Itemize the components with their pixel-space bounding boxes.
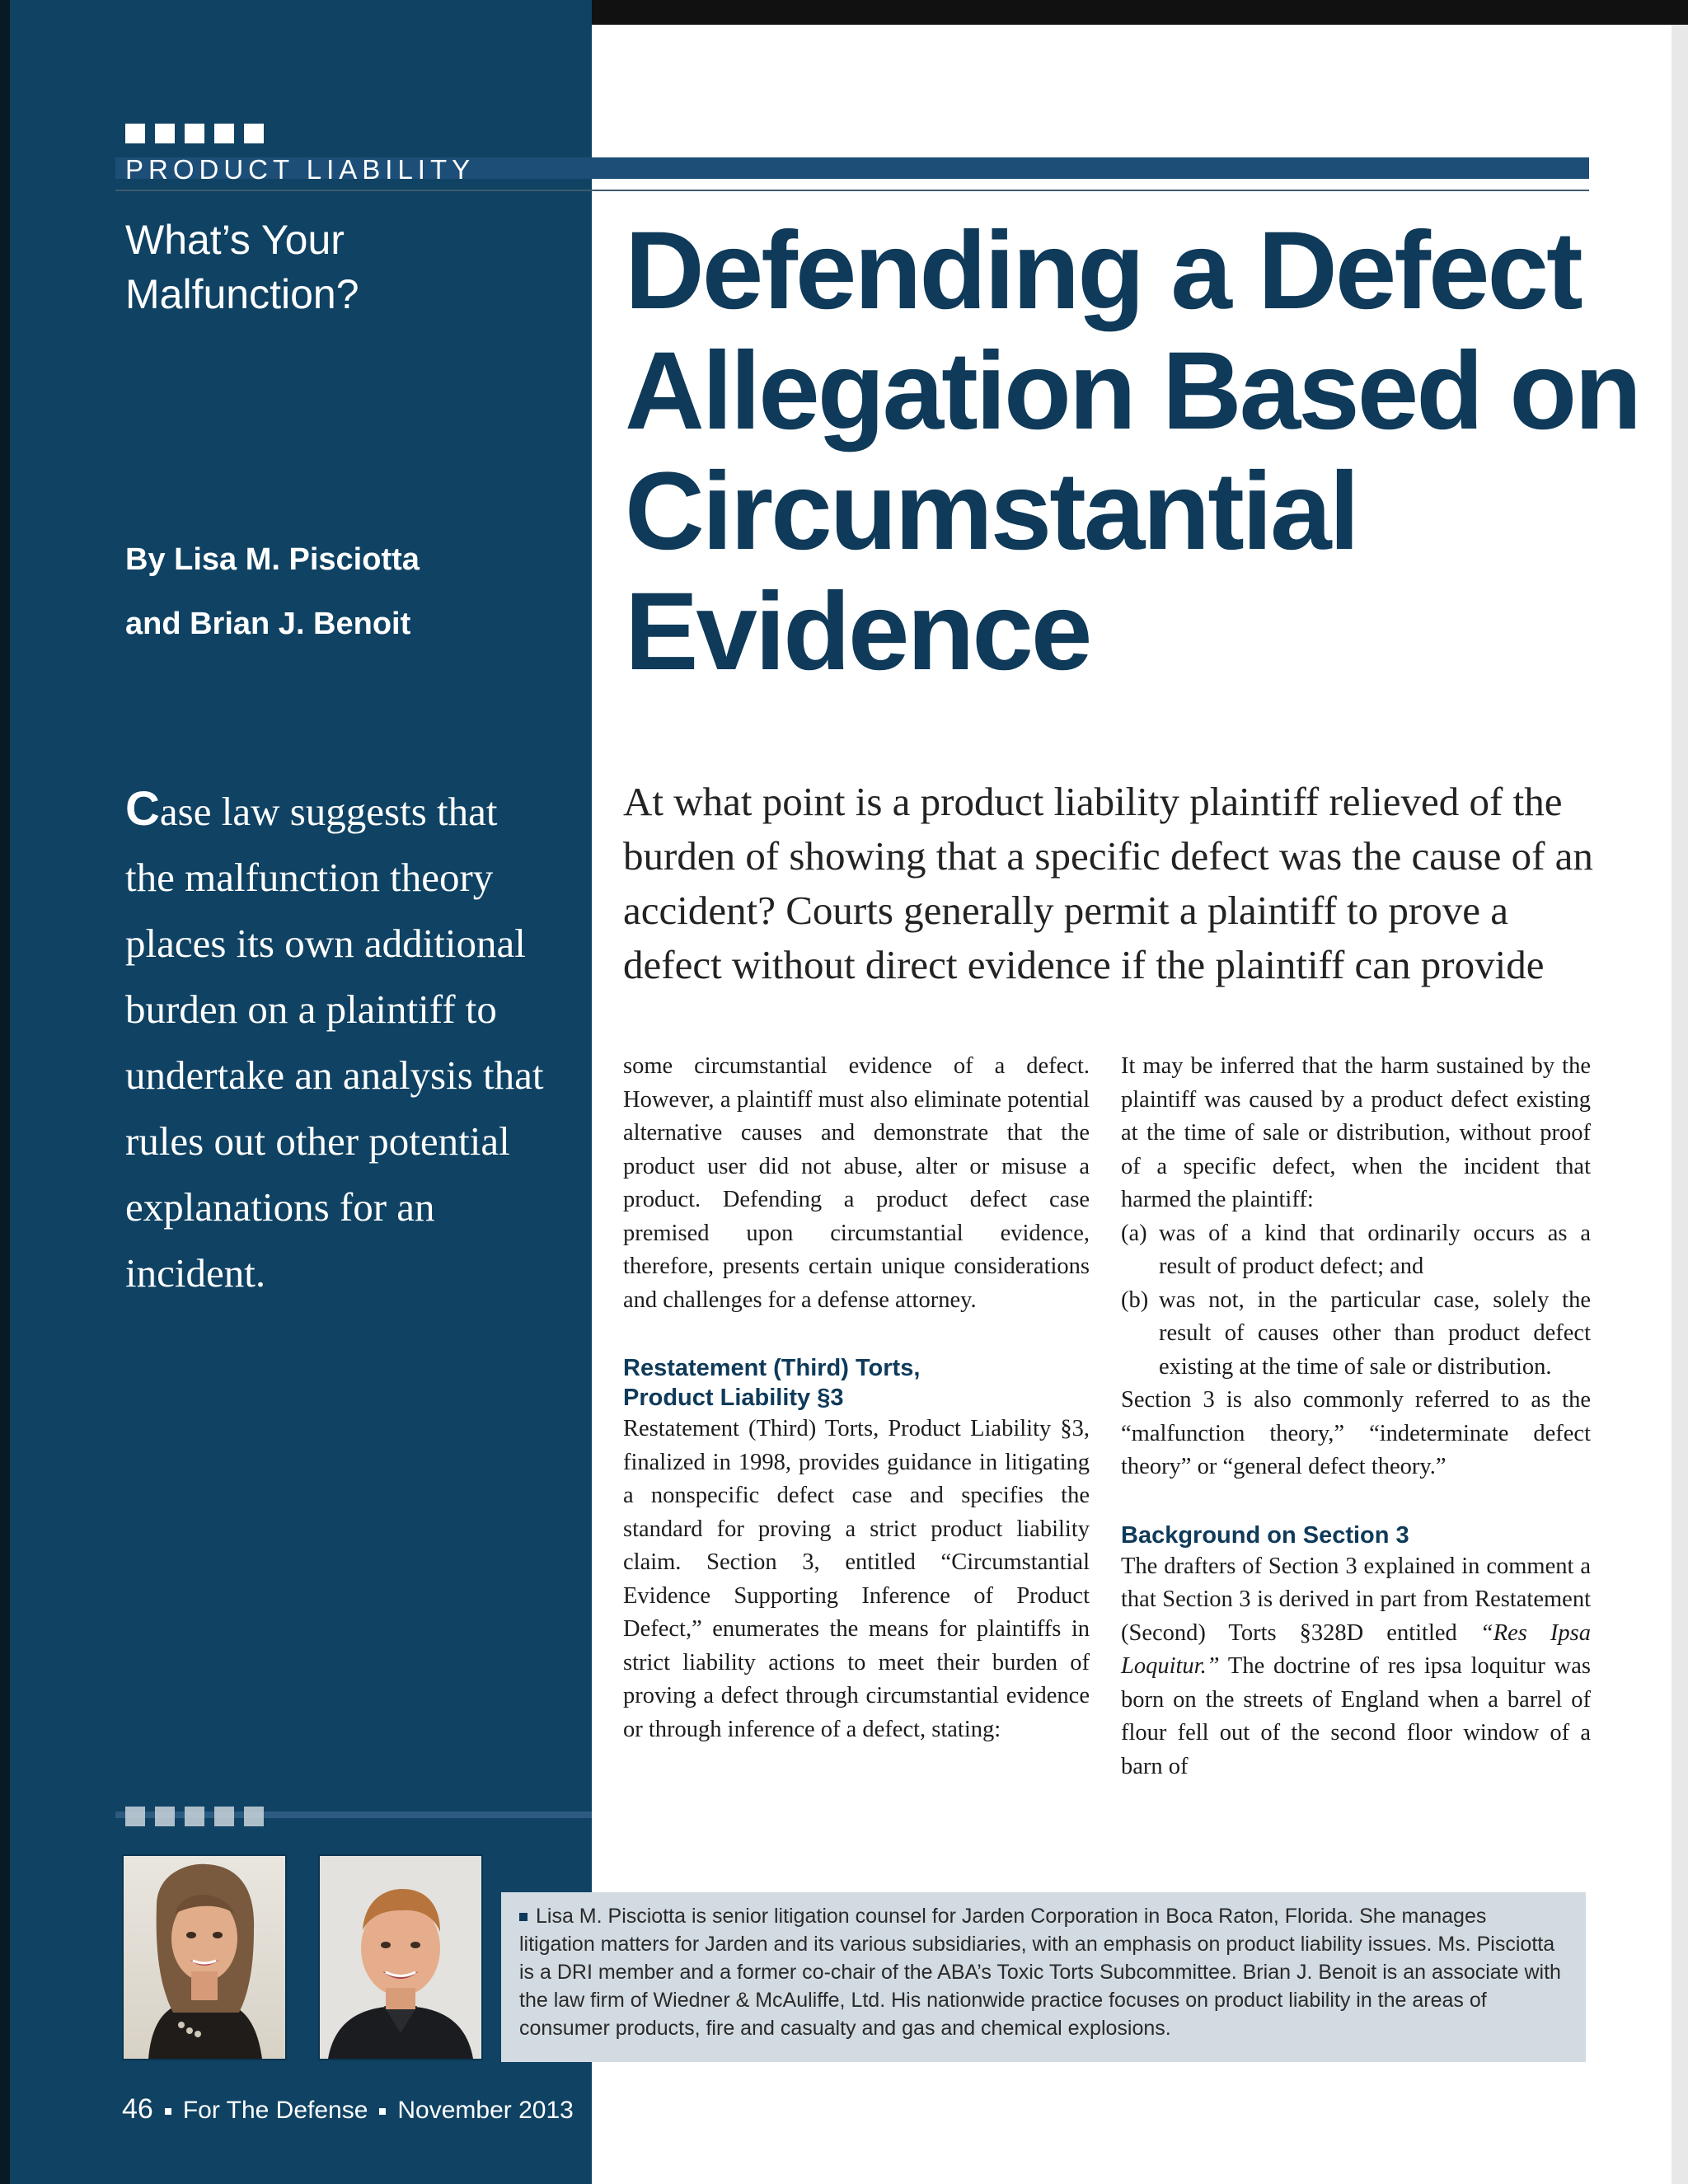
bullet-icon (379, 2108, 386, 2115)
square-icon (185, 124, 204, 143)
left-page-edge (0, 0, 10, 2184)
article-title: Defending a Defect Allegation Based on Circumstantial Evidence (625, 209, 1640, 693)
top-scan-edge (592, 0, 1688, 25)
case-name: “Res Ipsa Loquitur.” (1121, 1619, 1591, 1679)
author-photo-benoit (318, 1854, 483, 2060)
author-bio-text: Lisa M. Pisciotta is senior litigation counsel for Jarden Corporation in Boca Raton, Florida. She manages litigation matters for Jarden and its various subsidiaries, with an emphasis on product liability issues. Ms. Pisciotta is a DRI member and a former co-chair of the ABA’s Toxic Torts Subcommittee. Brian J. Benoit is an associate with the law firm of Wiedner & McAuliffe, Ltd. His nationwide practice focuses on product liability in the areas of consumer products, fire and casualty and gas and chemical explosions. (519, 1905, 1561, 2040)
section-squares (125, 124, 264, 143)
list-text: was of a kind that ordinarily occurs as a result of product defect; and (1159, 1220, 1591, 1279)
section-label: PRODUCT LIABILITY (125, 154, 476, 185)
paragraph: Restatement (Third) Torts, Product Liability §3, finalized in 1998, provides guidance in litigating a nonspecific defect case and specifies the standard for proving a strict product liability claim. Section 3, entitled “Circumstantial Evidence Supporting Inference of Product Defect,” enumerates the means for plaintiffs in strict liability actions to meet their burden of proving a defect through circumstantial evidence or through inference of a defect, stating: (623, 1416, 1090, 1742)
square-icon (125, 124, 145, 143)
right-scan-edge (1672, 25, 1688, 2184)
paragraph: It may be inferred that the harm sustained by the plaintiff was caused by a product defect existing at the time of sale or distribution, without proof of a specific defect, when the incident that harmed the plaintiff: (1121, 1053, 1591, 1212)
article-deck: At what point is a product liability plaintiff relieved of the burden of showing that a specific defect was the cause of an accident? Courts generally permit a plaintiff to prove a defect without direct evidence if the plaintiff can provide (623, 779, 1593, 987)
portrait-man-icon (320, 1856, 481, 2059)
bullet-icon (519, 1913, 528, 1921)
paragraph: some circumstantial evidence of a defect. However, a plaintiff must also eliminate potential alternative causes and demonstrate that the product user did not abuse, alter or misuse a product. Defending a product defect case premised upon circumstantial evidence, therefore, presents certain unique considerations and challenges for a defense attorney. (623, 1053, 1090, 1313)
heading-line: Restatement (Third) Torts, (623, 1355, 921, 1381)
section-heading-restatement (623, 1353, 1090, 1413)
square-icon (214, 1807, 234, 1826)
sidebar-bottom-squares (125, 1807, 264, 1826)
square-icon (244, 124, 264, 143)
heading-line: Product Liability §3 (623, 1385, 844, 1411)
square-icon (155, 1807, 175, 1826)
pull-quote-text: ase law suggests that the malfunction theory places its own additional burden on a plaintiff to undertake an analysis that rules out other potential explanations for an incident. (125, 789, 544, 1296)
square-icon (244, 1807, 264, 1826)
body-column-left (623, 1050, 1090, 1746)
section-rule-thin (115, 190, 1589, 191)
pull-quote-drop-cap: C (125, 782, 160, 836)
byline-author-1: By Lisa M. Pisciotta (125, 542, 420, 577)
paragraph: Section 3 is also commonly referred to as the “malfunction theory,” “indeterminate defect theory” or “general defect theory.” (1121, 1387, 1591, 1479)
paragraph (1121, 1550, 1591, 1784)
kicker: What’s Your Malfunction? (125, 217, 359, 317)
list-text: was not, in the particular case, solely the result of causes other than product defect existing at the time of sale or distribution. (1159, 1286, 1591, 1380)
square-icon (214, 124, 234, 143)
list-item (1121, 1217, 1591, 1284)
author-bio-box (501, 1892, 1586, 2062)
square-icon (125, 1807, 145, 1826)
pull-quote (125, 776, 554, 1306)
byline-author-2: and Brian J. Benoit (125, 607, 411, 641)
list-label: (a) (1121, 1220, 1147, 1246)
body-column-right (1121, 1050, 1591, 1783)
text-run: The drafters of Section 3 explained in comment a that Section 3 is derived in part from Restatement (Second) Torts §328D entitled (1121, 1553, 1591, 1646)
list-item (1121, 1284, 1591, 1385)
square-icon (185, 1807, 204, 1826)
section-heading-background: Background on Section 3 (1121, 1521, 1409, 1549)
issue-date: November 2013 (397, 2097, 574, 2124)
page-number: 46 (122, 2093, 153, 2125)
portrait-woman-icon (124, 1856, 285, 2059)
list-label: (b) (1121, 1286, 1149, 1313)
bullet-icon (165, 2108, 171, 2115)
publication-name: For The Defense (182, 2097, 368, 2124)
author-photo-pisciotta (122, 1854, 287, 2060)
square-icon (155, 124, 175, 143)
text-run: The doctrine of res ipsa loquitur was born on the streets of England when a barrel of flour fell out of the second floor window of a barn of (1121, 1653, 1591, 1779)
page-footer (122, 2093, 574, 2125)
